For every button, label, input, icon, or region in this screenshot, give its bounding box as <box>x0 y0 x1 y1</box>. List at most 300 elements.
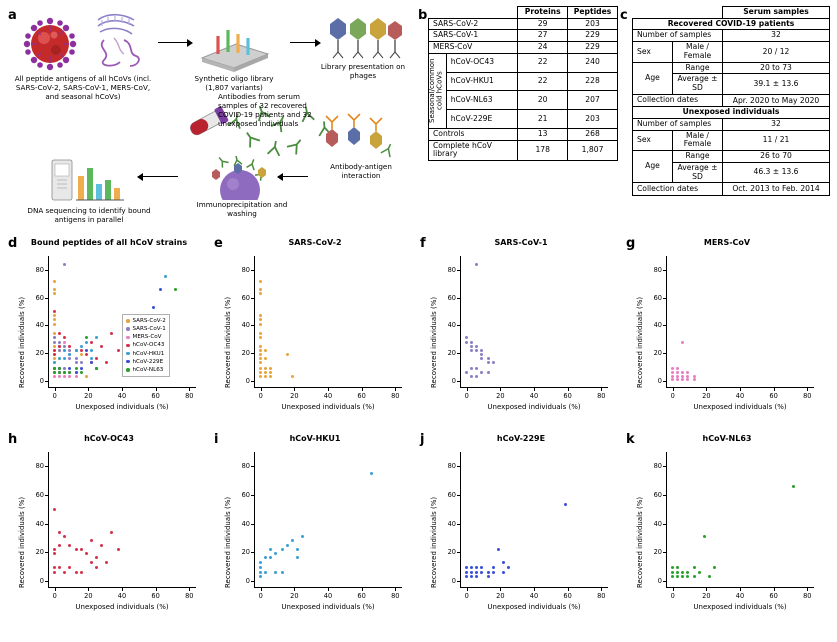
row-value: 32 <box>723 30 830 42</box>
data-point <box>492 571 495 574</box>
y-tick <box>457 524 460 525</box>
legend-label: hCoV-NL63 <box>132 366 164 373</box>
x-tick <box>395 388 396 391</box>
y-tick-label: 60 <box>447 490 456 499</box>
x-tick-label: 0 <box>670 392 675 400</box>
x-tick <box>189 588 190 591</box>
x-tick-label: 60 <box>151 592 160 600</box>
row-value: 46.3 ± 13.6 <box>723 162 830 182</box>
y-tick <box>663 325 666 326</box>
table-row <box>633 118 830 130</box>
y-tick <box>663 581 666 582</box>
y-tick-label: 80 <box>447 265 456 274</box>
panel-letter-h: h <box>8 432 18 447</box>
plot-area <box>254 452 402 588</box>
x-axis-label: Unexposed individuals (%) <box>693 403 787 411</box>
row-value: 32 <box>723 118 830 130</box>
y-tick <box>663 381 666 382</box>
y-tick-label: 0 <box>657 377 662 386</box>
row-sublabel: Male / Female <box>673 130 723 150</box>
x-tick <box>261 388 262 391</box>
library-table <box>428 6 618 161</box>
y-tick <box>663 524 666 525</box>
y-tick-label: 40 <box>241 321 250 330</box>
y-tick-label: 80 <box>447 462 456 471</box>
table-row <box>429 53 618 72</box>
y-tick-label: 40 <box>35 321 44 330</box>
data-point <box>502 571 505 574</box>
row-peptides: 229 <box>568 30 618 42</box>
row-label: MERS-CoV <box>429 42 518 54</box>
y-tick <box>45 381 48 382</box>
dna-sequencer-icon <box>50 154 130 204</box>
y-tick-label: 40 <box>653 321 662 330</box>
y-tick <box>457 381 460 382</box>
data-point <box>465 341 468 344</box>
row-peptides: 229 <box>568 42 618 54</box>
row-proteins: 178 <box>518 140 568 160</box>
y-tick-label: 60 <box>653 293 662 302</box>
row-proteins: 27 <box>518 30 568 42</box>
y-tick-label: 0 <box>657 576 662 585</box>
x-tick-label: 20 <box>84 592 93 600</box>
x-tick-label: 60 <box>563 392 572 400</box>
row-value: 39.1 ± 13.6 <box>723 74 830 94</box>
y-tick-label: 20 <box>447 548 456 557</box>
chart-panel-d <box>6 236 212 432</box>
x-tick-label: 60 <box>151 392 160 400</box>
table-row <box>429 18 618 30</box>
y-tick-label: 20 <box>35 548 44 557</box>
x-tick <box>673 588 674 591</box>
group-label: Seasonal/common cold hCoVs <box>428 58 444 124</box>
row-proteins: 13 <box>518 128 568 140</box>
x-tick <box>261 588 262 591</box>
row-proteins: 21 <box>518 110 568 129</box>
data-point <box>75 548 78 551</box>
y-tick <box>457 298 460 299</box>
x-tick <box>55 388 56 391</box>
data-point <box>470 341 473 344</box>
x-tick <box>88 588 89 591</box>
table-row <box>633 30 830 42</box>
panel-letter-b: b <box>418 8 428 23</box>
x-tick-label: 0 <box>464 392 469 400</box>
row-label: hCoV-OC43 <box>446 53 518 72</box>
y-tick-label: 60 <box>447 293 456 302</box>
y-tick <box>45 524 48 525</box>
y-tick <box>45 466 48 467</box>
y-tick-label: 0 <box>39 576 44 585</box>
x-axis-label: Unexposed individuals (%) <box>281 403 375 411</box>
table-row <box>633 130 830 150</box>
data-point <box>75 571 78 574</box>
y-tick-label: 60 <box>35 293 44 302</box>
table-row <box>429 30 618 42</box>
panel-a-caption-5: Antibody-antigen interaction <box>330 162 392 180</box>
row-label: SARS-CoV-2 <box>429 18 518 30</box>
y-tick-label: 60 <box>35 490 44 499</box>
row-label: Controls <box>429 128 518 140</box>
row-proteins: 29 <box>518 18 568 30</box>
antibody-antigen-icon <box>318 112 402 162</box>
panel-letter-f: f <box>420 236 426 251</box>
y-tick <box>457 495 460 496</box>
y-axis-label: Recovered individuals (%) <box>636 296 644 388</box>
x-tick <box>568 388 569 391</box>
x-tick-label: 0 <box>52 592 57 600</box>
y-tick-label: 20 <box>653 349 662 358</box>
y-tick-label: 80 <box>653 265 662 274</box>
y-axis-label: Recovered individuals (%) <box>18 496 26 588</box>
y-tick <box>457 581 460 582</box>
x-tick <box>740 388 741 391</box>
y-tick <box>663 298 666 299</box>
row-label: hCoV-HKU1 <box>446 72 518 91</box>
x-tick <box>774 388 775 391</box>
x-axis-label: Unexposed individuals (%) <box>487 603 581 611</box>
y-tick-label: 40 <box>241 519 250 528</box>
y-tick-label: 40 <box>447 519 456 528</box>
x-tick <box>328 388 329 391</box>
row-label: hCoV-NL63 <box>446 91 518 110</box>
x-axis-label: Unexposed individuals (%) <box>693 603 787 611</box>
row-label: Age <box>633 151 673 183</box>
legend-label: MERS-CoV <box>132 334 162 341</box>
data-point <box>53 571 56 574</box>
x-tick-label: 60 <box>357 392 366 400</box>
y-axis-label: Recovered individuals (%) <box>18 296 26 388</box>
table-row <box>429 140 618 160</box>
rna-structure-icon <box>90 10 154 72</box>
x-tick <box>156 388 157 391</box>
table-row <box>429 128 618 140</box>
row-peptides: 207 <box>568 91 618 110</box>
x-axis-label: Unexposed individuals (%) <box>487 403 581 411</box>
x-tick <box>568 588 569 591</box>
row-label: Complete hCoV library <box>429 140 518 160</box>
y-tick <box>45 270 48 271</box>
panel-letter-a: a <box>8 8 17 23</box>
y-tick-label: 0 <box>451 377 456 386</box>
x-tick <box>467 588 468 591</box>
data-point <box>58 544 61 547</box>
row-sublabel: Range <box>673 62 723 74</box>
oligo-library-icon <box>196 22 272 74</box>
y-tick-label: 20 <box>35 349 44 358</box>
row-value: Apr. 2020 to May 2020 <box>723 94 830 106</box>
virus-particle-icon <box>14 12 86 76</box>
row-proteins: 24 <box>518 42 568 54</box>
y-tick-label: 40 <box>653 519 662 528</box>
data-point <box>53 280 56 283</box>
chart-title: hCoV-NL63 <box>702 434 752 443</box>
data-point <box>80 345 83 348</box>
panel-a-caption-2: Synthetic oligo library (1,807 variants) <box>194 74 274 92</box>
x-tick <box>774 588 775 591</box>
row-label: Sex <box>633 42 673 62</box>
x-tick <box>534 388 535 391</box>
row-peptides: 240 <box>568 53 618 72</box>
x-tick-label: 40 <box>323 392 333 400</box>
data-point <box>80 571 83 574</box>
row-sublabel: Average ± SD <box>673 162 723 182</box>
legend-dot-icon <box>126 352 130 356</box>
legend-label: SARS-CoV-2 <box>132 318 166 325</box>
arrow-1 <box>158 42 192 43</box>
y-tick-label: 20 <box>241 548 250 557</box>
row-label: SARS-CoV-1 <box>429 30 518 42</box>
data-point <box>58 531 61 534</box>
row-label: Age <box>633 62 673 94</box>
data-point <box>90 561 93 564</box>
y-tick <box>45 552 48 553</box>
x-tick-label: 80 <box>597 392 606 400</box>
data-point <box>487 571 490 574</box>
y-tick <box>251 466 254 467</box>
x-tick-label: 40 <box>323 592 333 600</box>
legend-dot-icon <box>126 319 130 323</box>
row-label: Collection dates <box>633 94 723 106</box>
x-tick-label: 0 <box>258 592 263 600</box>
th-blank2 <box>446 7 518 19</box>
serum-samples-table <box>632 6 830 196</box>
y-tick <box>251 298 254 299</box>
x-tick-label: 40 <box>529 592 539 600</box>
panel-letter-g: g <box>626 236 636 251</box>
row-value: 20 / 12 <box>723 42 830 62</box>
x-tick-label: 20 <box>702 392 711 400</box>
data-point <box>671 571 674 574</box>
x-tick <box>294 388 295 391</box>
panel-a-caption-7: DNA sequencing to identify bound antigens in parallel <box>27 206 151 224</box>
row-peptides: 228 <box>568 72 618 91</box>
x-tick <box>500 588 501 591</box>
y-tick <box>251 325 254 326</box>
data-point <box>53 341 56 344</box>
data-point <box>465 571 468 574</box>
x-tick <box>122 388 123 391</box>
panel-letter-j: j <box>420 432 425 447</box>
x-tick <box>122 588 123 591</box>
x-tick <box>395 588 396 591</box>
x-tick <box>500 388 501 391</box>
data-point <box>502 561 505 564</box>
x-tick-label: 20 <box>84 392 93 400</box>
y-tick-label: 0 <box>245 377 250 386</box>
data-point <box>90 341 93 344</box>
row-label: Collection dates <box>633 183 723 195</box>
chart-title: hCoV-HKU1 <box>289 434 341 443</box>
group-name: Recovered COVID-19 patients <box>633 18 830 30</box>
y-tick <box>251 581 254 582</box>
y-tick <box>457 270 460 271</box>
row-value: Oct. 2013 to Feb. 2014 <box>723 183 830 195</box>
panel-b-library-table <box>428 6 618 161</box>
data-point <box>85 341 88 344</box>
x-tick-label: 40 <box>735 392 745 400</box>
y-tick-label: 20 <box>447 349 456 358</box>
x-tick-label: 0 <box>464 592 469 600</box>
x-tick <box>601 588 602 591</box>
chart-panel-h <box>6 432 212 632</box>
legend-item <box>126 341 166 349</box>
y-tick <box>45 495 48 496</box>
group-label-cell <box>429 53 447 128</box>
immunoprecipitation-icon <box>202 156 278 200</box>
row-peptides: 203 <box>568 110 618 129</box>
table-row <box>633 94 830 106</box>
data-point <box>259 571 262 574</box>
y-tick <box>457 325 460 326</box>
y-axis-label: Recovered individuals (%) <box>224 496 232 588</box>
y-tick-label: 0 <box>39 377 44 386</box>
y-tick-label: 0 <box>451 576 456 585</box>
row-sublabel: Range <box>673 151 723 163</box>
x-tick-label: 60 <box>769 592 778 600</box>
x-tick <box>362 388 363 391</box>
table-row <box>429 110 618 129</box>
legend-dot-icon <box>126 327 130 331</box>
chart-panel-i <box>212 432 418 632</box>
data-point <box>698 571 701 574</box>
x-tick-label: 20 <box>290 392 299 400</box>
legend-label: hCoV-229E <box>132 358 164 365</box>
chart-title: hCoV-229E <box>496 434 546 443</box>
legend-item <box>126 350 166 358</box>
data-point <box>53 508 56 511</box>
x-tick-label: 0 <box>258 392 263 400</box>
y-tick <box>457 466 460 467</box>
row-label: hCoV-229E <box>446 110 518 129</box>
row-proteins: 20 <box>518 91 568 110</box>
x-tick-label: 0 <box>52 392 57 400</box>
panel-c-serum-table <box>632 6 830 196</box>
data-point <box>58 341 61 344</box>
data-point <box>259 280 262 283</box>
table-header-row <box>429 7 618 19</box>
x-axis-label: Unexposed individuals (%) <box>281 603 375 611</box>
y-tick <box>251 381 254 382</box>
plot-area <box>666 452 814 588</box>
table-row <box>633 151 830 163</box>
y-tick-label: 20 <box>241 349 250 358</box>
table-header-row <box>633 7 830 19</box>
x-tick-label: 60 <box>563 592 572 600</box>
x-tick-label: 80 <box>185 392 194 400</box>
y-tick-label: 20 <box>653 548 662 557</box>
y-tick-label: 0 <box>245 576 250 585</box>
x-tick <box>328 588 329 591</box>
group-header-row <box>633 107 830 119</box>
row-sublabel: Male / Female <box>673 42 723 62</box>
chart-panel-k <box>624 432 830 632</box>
data-point <box>100 544 103 547</box>
arrow-3 <box>278 176 308 177</box>
y-tick <box>457 353 460 354</box>
x-tick-label: 80 <box>185 592 194 600</box>
chart-panel-j <box>418 432 624 632</box>
x-tick-label: 20 <box>702 592 711 600</box>
x-tick-label: 0 <box>670 592 675 600</box>
y-tick-label: 40 <box>35 519 44 528</box>
x-tick-label: 80 <box>391 592 400 600</box>
row-value: 26 to 70 <box>723 151 830 163</box>
x-axis-label: Unexposed individuals (%) <box>75 403 169 411</box>
legend-item <box>126 333 166 341</box>
y-tick <box>663 552 666 553</box>
x-tick <box>189 388 190 391</box>
y-tick <box>663 495 666 496</box>
y-axis-label: Recovered individuals (%) <box>224 296 232 388</box>
x-tick <box>156 588 157 591</box>
y-tick <box>251 524 254 525</box>
row-label: Number of samples <box>633 30 723 42</box>
x-tick-label: 80 <box>391 392 400 400</box>
x-tick <box>706 588 707 591</box>
legend-label: SARS-CoV-1 <box>132 326 166 333</box>
y-tick-label: 80 <box>35 462 44 471</box>
arrow-2 <box>290 42 320 43</box>
data-point <box>117 548 120 551</box>
chart-panel-g <box>624 236 830 432</box>
legend-item <box>126 325 166 333</box>
plot-area <box>254 256 402 388</box>
x-tick-label: 80 <box>803 592 812 600</box>
y-axis-label: Recovered individuals (%) <box>430 496 438 588</box>
y-tick <box>663 270 666 271</box>
y-tick-label: 60 <box>241 490 250 499</box>
x-tick-label: 20 <box>496 392 505 400</box>
x-tick <box>294 588 295 591</box>
row-label: Number of samples <box>633 118 723 130</box>
x-tick <box>706 388 707 391</box>
table-row <box>633 62 830 74</box>
x-tick-label: 20 <box>496 592 505 600</box>
x-tick <box>807 588 808 591</box>
phage-display-icon <box>324 12 404 62</box>
table-row <box>633 42 830 62</box>
panel-a-caption-6: Immunoprecipitation and washing <box>196 200 288 218</box>
x-tick-label: 40 <box>735 592 745 600</box>
group-name: Unexposed individuals <box>633 107 830 119</box>
table-row <box>429 42 618 54</box>
data-point <box>259 561 262 564</box>
x-tick-label: 40 <box>529 392 539 400</box>
y-tick <box>45 298 48 299</box>
row-label: Sex <box>633 130 673 150</box>
table-row <box>429 91 618 110</box>
legend-dot-icon <box>126 344 130 348</box>
data-point <box>259 323 262 326</box>
th-blank <box>429 7 447 19</box>
row-proteins: 22 <box>518 72 568 91</box>
x-axis-label: Unexposed individuals (%) <box>75 603 169 611</box>
chart-title: Bound peptides of all hCoV strains <box>30 238 188 247</box>
plot-area <box>460 256 608 388</box>
row-peptides: 203 <box>568 18 618 30</box>
x-tick <box>534 588 535 591</box>
panel-a-caption-1: All peptide antigens of all hCoVs (incl. SARS-CoV-2, SARS-CoV-1, MERS-CoV, and seasonal hCoVs) <box>14 74 152 101</box>
chart-title: SARS-CoV-2 <box>288 238 342 247</box>
y-axis-label: Recovered individuals (%) <box>430 296 438 388</box>
y-tick <box>457 552 460 553</box>
y-tick-label: 60 <box>241 293 250 302</box>
data-point <box>286 544 289 547</box>
th-proteins: Proteins <box>518 7 568 19</box>
y-tick <box>251 495 254 496</box>
x-tick <box>362 588 363 591</box>
